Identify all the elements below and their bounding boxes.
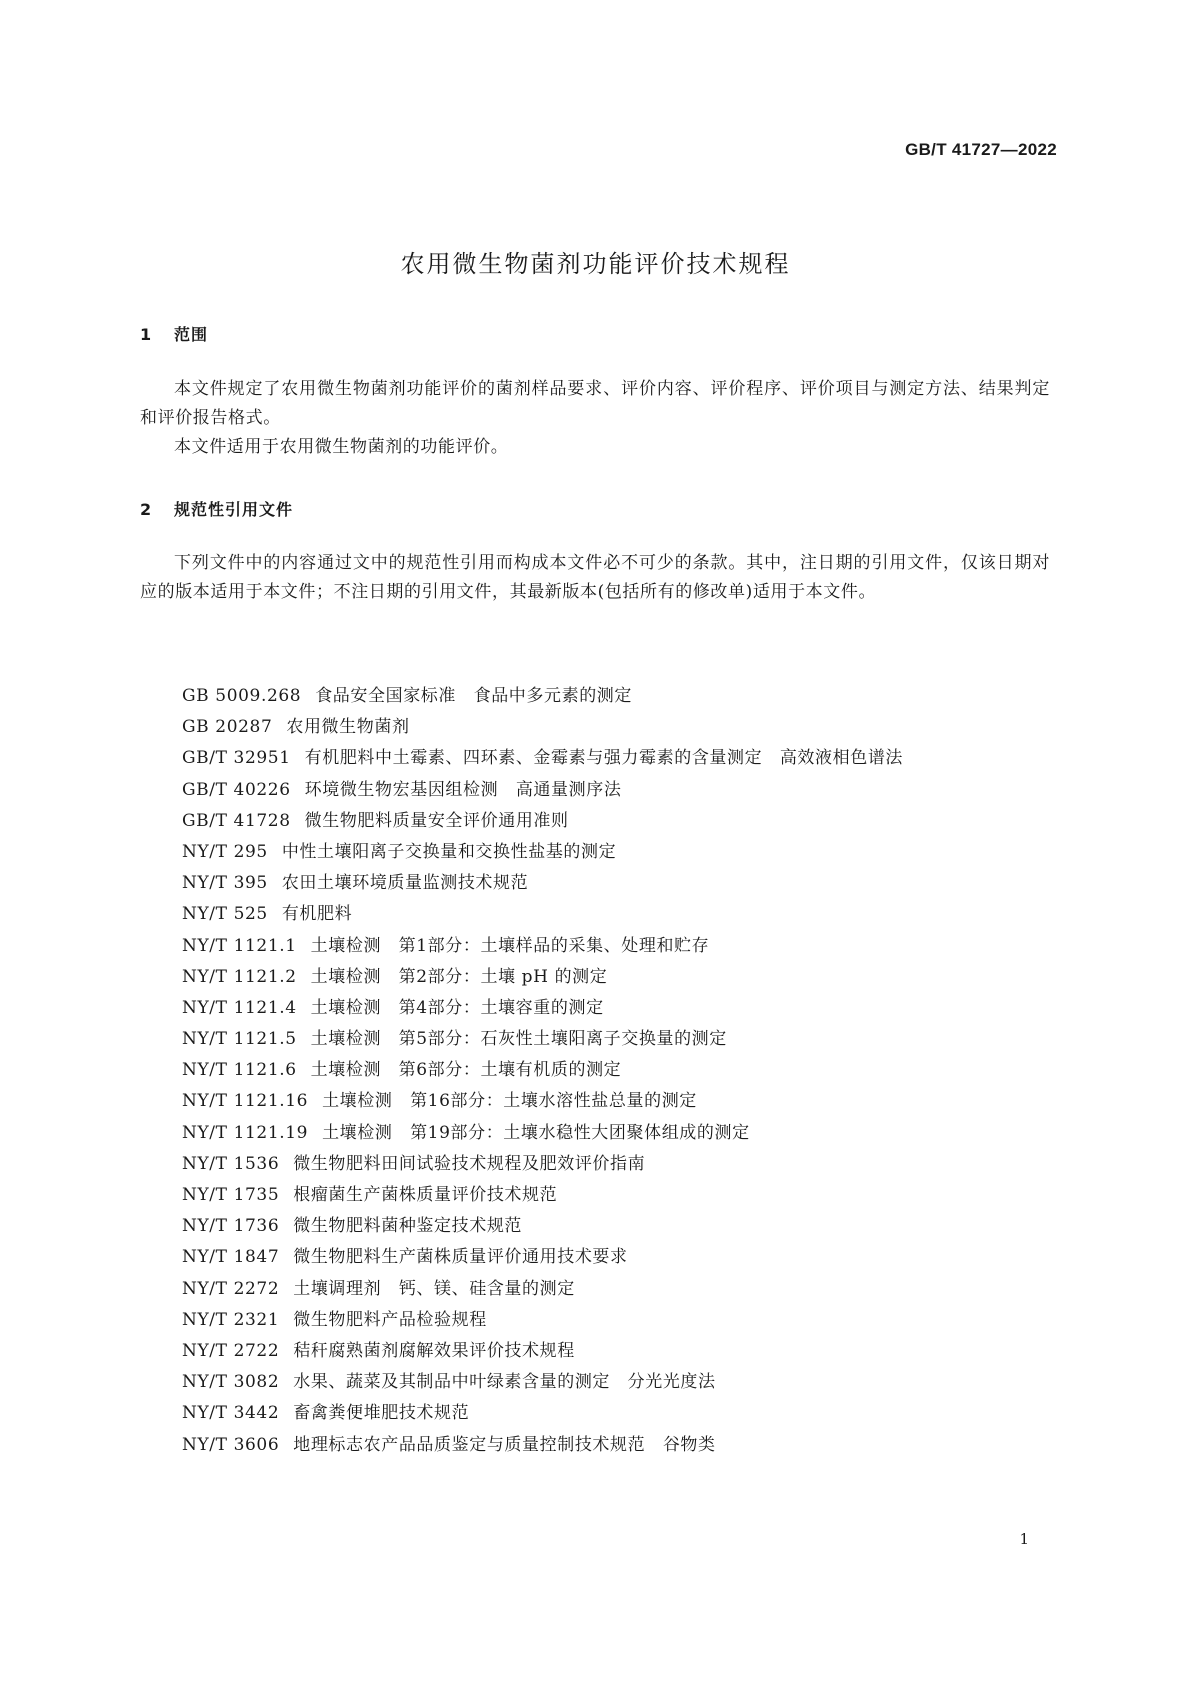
reference-item (182, 1305, 903, 1336)
reference-code: NY/T 1121.4 (182, 997, 297, 1018)
reference-code: NY/T 1121.19 (182, 1122, 309, 1143)
reference-item (182, 681, 903, 712)
reference-code: NY/T 3082 (182, 1372, 280, 1393)
reference-item (182, 1149, 903, 1180)
reference-code: GB 20287 (182, 717, 273, 738)
reference-code: NY/T 1121.5 (182, 1029, 297, 1050)
reference-item (182, 1430, 903, 1461)
reference-title: 微生物肥料生产菌株质量评价通用技术要求 (293, 1247, 628, 1268)
reference-title: 微生物肥料菌种鉴定技术规范 (293, 1216, 523, 1237)
reference-item (182, 868, 903, 899)
reference-code: GB 5009.268 (182, 686, 302, 706)
reference-title: 土壤调理剂 钙、镁、硅含量的测定 (293, 1278, 575, 1299)
reference-item (182, 1086, 903, 1117)
reference-code: NY/T 1121.2 (182, 966, 297, 987)
reference-item (182, 1274, 903, 1305)
reference-title: 土壤检测 第6部分：土壤有机质的测定 (310, 1060, 622, 1081)
reference-code: NY/T 3442 (182, 1403, 280, 1424)
reference-title: 微生物肥料质量安全评价通用准则 (304, 810, 569, 831)
reference-title: 秸秆腐熟菌剂腐解效果评价技术规程 (293, 1340, 575, 1361)
reference-title: 环境微生物宏基因组检测 高通量测序法 (304, 779, 622, 800)
reference-item (182, 1055, 903, 1086)
reference-code: NY/T 295 (182, 841, 268, 862)
scope-paragraph-2: 本文件适用于农用微生物菌剂的功能评价。 (174, 437, 509, 457)
standard-code: GB/T 41727—2022 (905, 140, 1057, 159)
reference-item (182, 1118, 903, 1149)
reference-title: 有机肥料中土霉素、四环素、金霉素与强力霉素的含量测定 高效液相色谱法 (304, 748, 904, 769)
reference-code: GB/T 41728 (182, 810, 291, 831)
reference-item (182, 1211, 903, 1242)
reference-item (182, 806, 903, 837)
reference-item (182, 743, 903, 774)
section-title: 规范性引用文件 (174, 500, 294, 519)
reference-title: 微生物肥料产品检验规程 (293, 1309, 487, 1330)
reference-code: GB/T 32951 (182, 748, 291, 769)
reference-title: 中性土壤阳离子交换量和交换性盐基的测定 (281, 841, 617, 862)
reference-item (182, 1024, 903, 1055)
reference-title: 农田土壤环境质量监测技术规范 (281, 873, 529, 894)
reference-item (182, 712, 903, 743)
reference-code: NY/T 1121.16 (182, 1091, 309, 1112)
reference-code: GB/T 40226 (182, 779, 291, 800)
normative-references-intro: 下列文件中的内容通过文中的规范性引用而构成本文件必不可少的条款。其中，注日期的引用文件，仅该日期对应的版本适用于本文件；不注日期的引用文件，其最新版本(包括所有的修改单)适用于本文件。 (140, 553, 1050, 602)
section-title: 范围 (174, 325, 209, 344)
reference-title: 有机肥料 (281, 904, 353, 925)
reference-item (182, 931, 903, 962)
section-number: 1 (140, 325, 153, 344)
reference-item (182, 1398, 903, 1429)
reference-code: NY/T 1536 (182, 1153, 280, 1174)
section-1-heading (140, 322, 208, 345)
reference-code: NY/T 1121.1 (182, 935, 297, 956)
reference-title: 食品安全国家标准 食品中多元素的测定 (315, 686, 633, 706)
reference-title: 土壤检测 第16部分：土壤水溶性盐总量的测定 (322, 1091, 697, 1112)
reference-item (182, 1242, 903, 1273)
reference-title: 土壤检测 第2部分：土壤 pH 的测定 (310, 966, 608, 987)
reference-title: 农用微生物菌剂 (286, 717, 410, 738)
section-2-heading (140, 497, 293, 520)
reference-code: NY/T 1847 (182, 1247, 280, 1268)
reference-item (182, 993, 903, 1024)
reference-title: 土壤检测 第4部分：土壤容重的测定 (310, 997, 604, 1018)
reference-title: 根瘤菌生产菌株质量评价技术规范 (293, 1185, 558, 1205)
scope-paragraph-1: 本文件规定了农用微生物菌剂功能评价的菌剂样品要求、评价内容、评价程序、评价项目与测定方法、结果判定和评价报告格式。 (140, 379, 1050, 428)
reference-code: NY/T 2722 (182, 1340, 280, 1361)
reference-item (182, 1336, 903, 1367)
document-title: 农用微生物菌剂功能评价技术规程 (400, 250, 791, 278)
reference-title: 土壤检测 第19部分：土壤水稳性大团聚体组成的测定 (322, 1122, 750, 1143)
reference-code: NY/T 1736 (182, 1216, 280, 1237)
reference-code: NY/T 2272 (182, 1278, 280, 1299)
reference-item (182, 1367, 903, 1398)
reference-title: 地理标志农产品品质鉴定与质量控制技术规范 谷物类 (293, 1434, 716, 1455)
section-number: 2 (140, 500, 153, 519)
reference-code: NY/T 395 (182, 873, 268, 894)
reference-title: 微生物肥料田间试验技术规程及肥效评价指南 (293, 1153, 646, 1174)
reference-item (182, 962, 903, 993)
reference-item (182, 775, 903, 806)
reference-code: NY/T 2321 (182, 1309, 280, 1330)
reference-item (182, 837, 903, 868)
reference-item (182, 1180, 903, 1211)
reference-title: 畜禽粪便堆肥技术规范 (293, 1403, 470, 1424)
reference-code: NY/T 3606 (182, 1434, 280, 1455)
page-number: 1 (1019, 1530, 1029, 1548)
reference-title: 土壤检测 第1部分：土壤样品的采集、处理和贮存 (310, 935, 710, 956)
reference-code: NY/T 1735 (182, 1185, 280, 1205)
reference-list (182, 681, 903, 1461)
reference-item (182, 899, 903, 930)
reference-title: 土壤检测 第5部分：石灰性土壤阳离子交换量的测定 (310, 1029, 727, 1050)
reference-title: 水果、蔬菜及其制品中叶绿素含量的测定 分光光度法 (293, 1372, 716, 1393)
reference-code: NY/T 1121.6 (182, 1060, 297, 1081)
reference-code: NY/T 525 (182, 904, 268, 925)
